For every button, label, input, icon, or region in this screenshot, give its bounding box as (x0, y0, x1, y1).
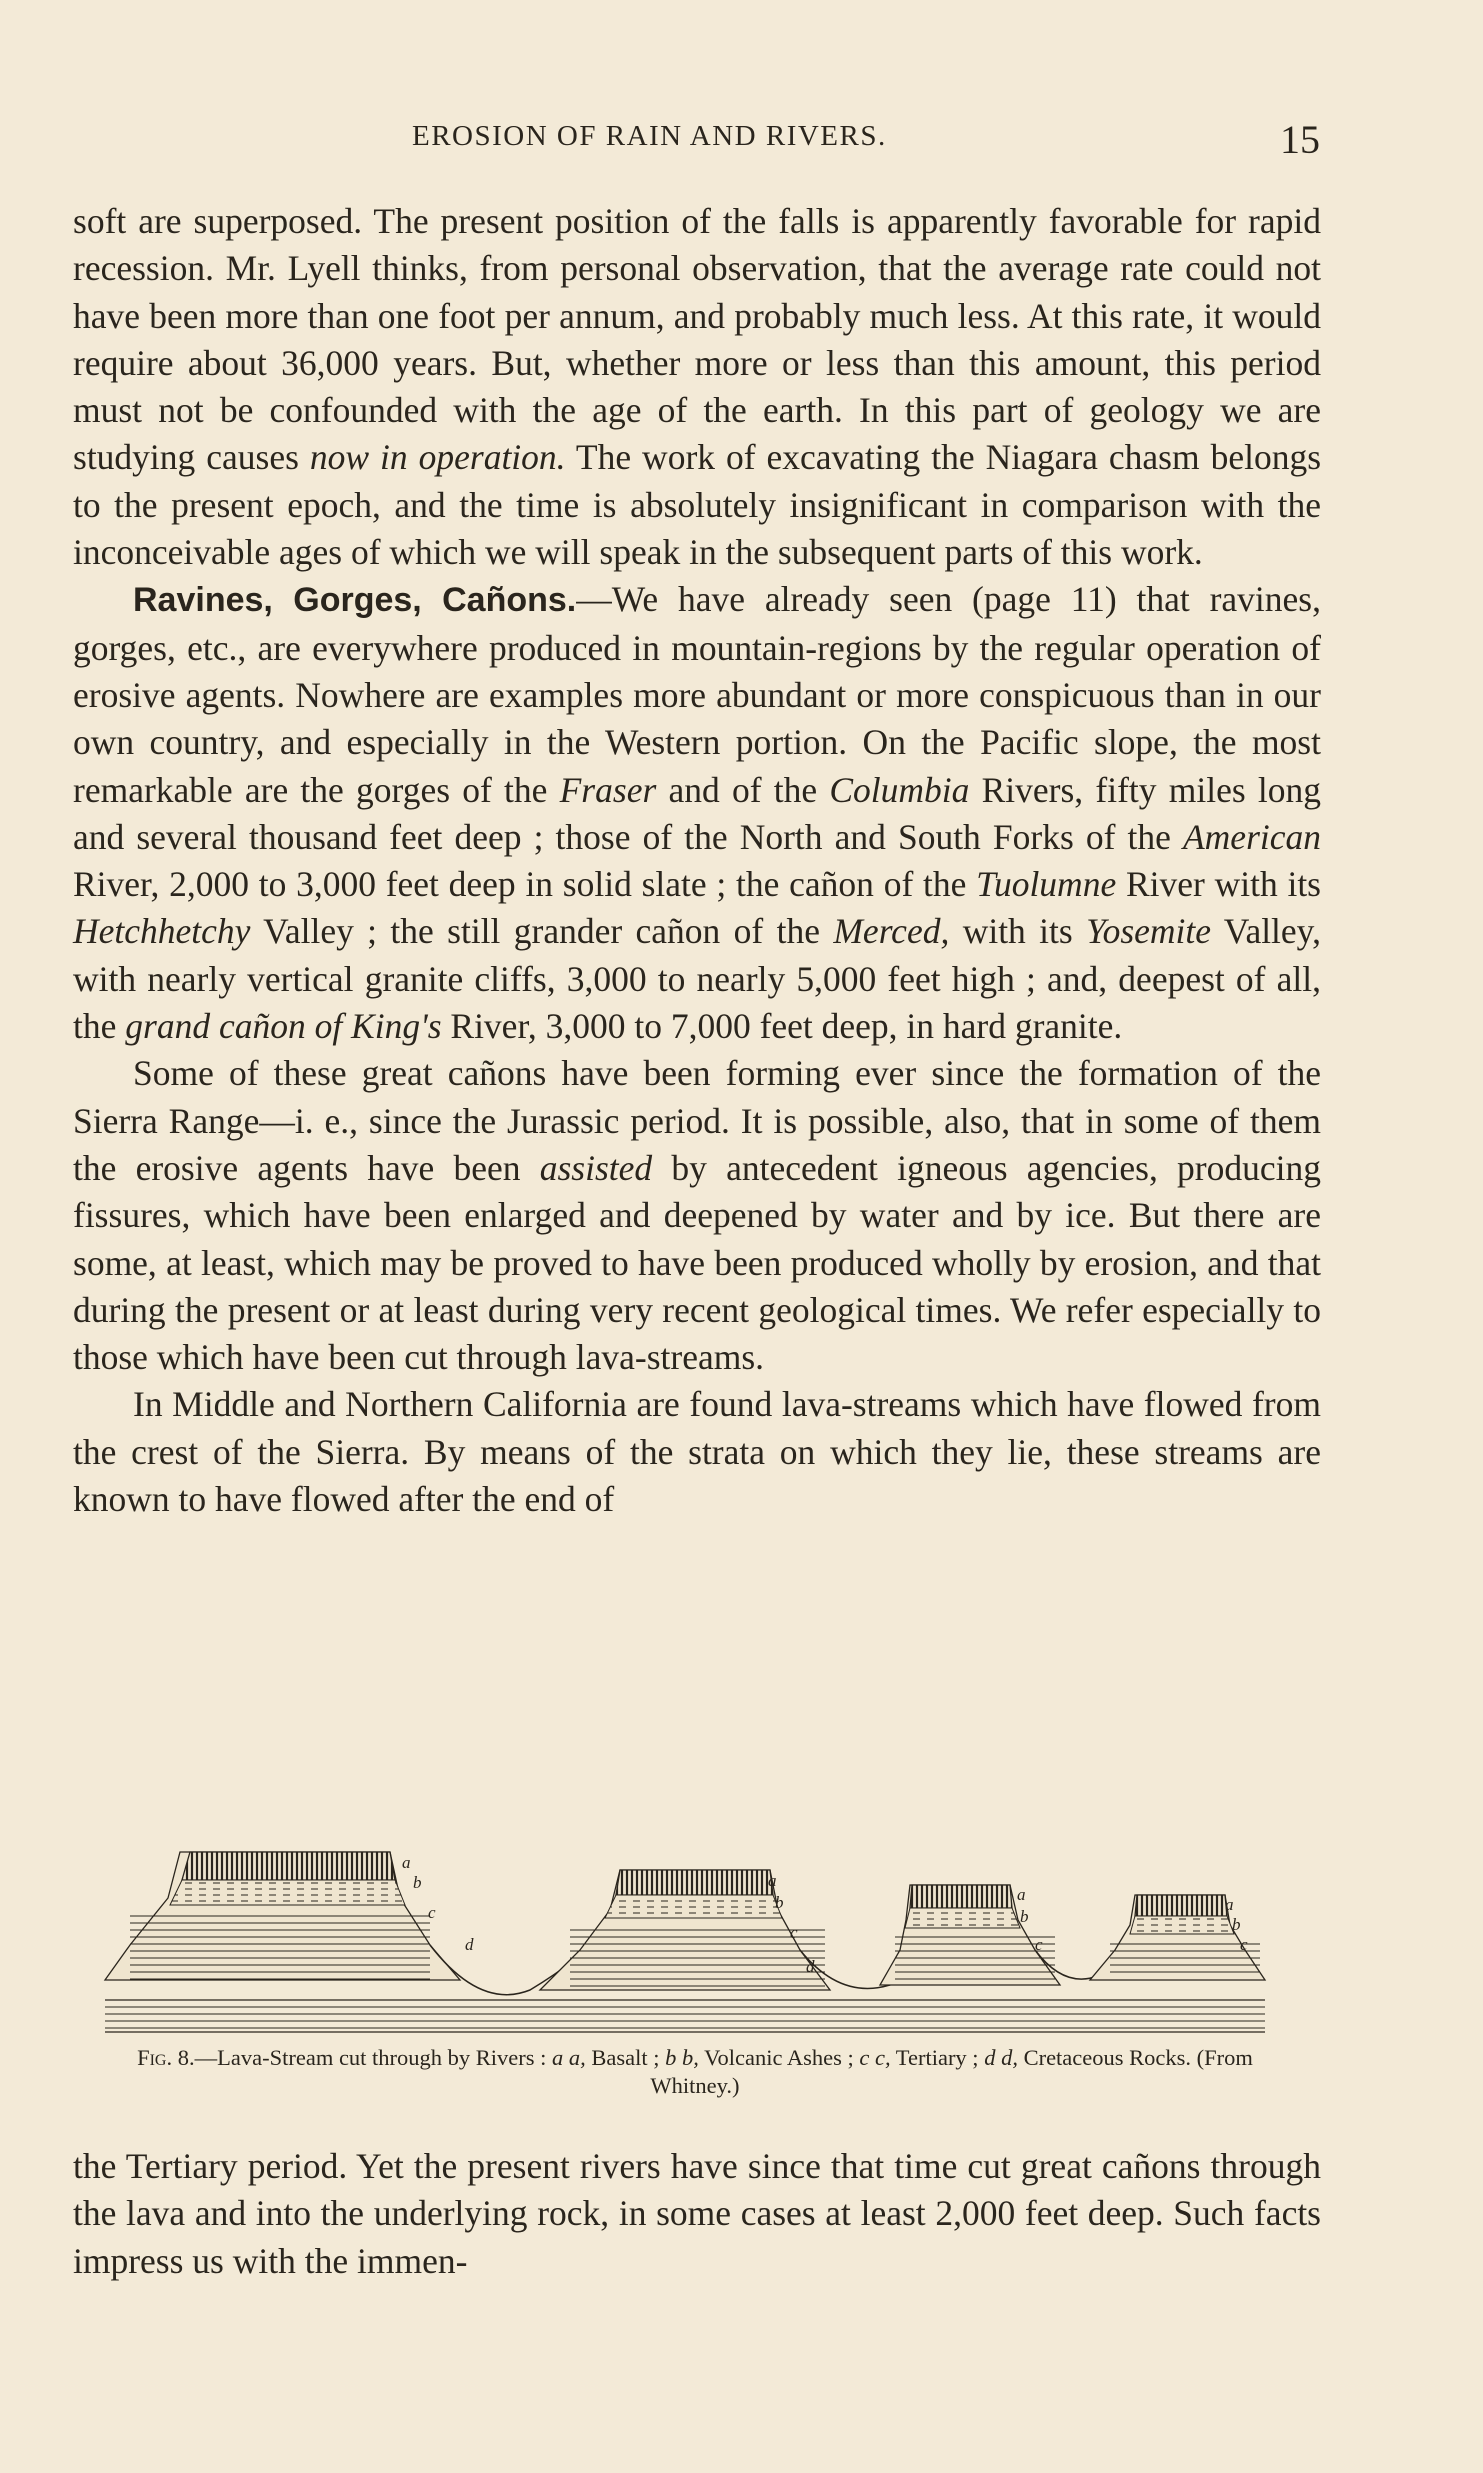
text-run: River with its (1116, 864, 1321, 905)
main-text (73, 198, 1321, 1523)
label-b: b (413, 1873, 422, 1892)
page-number: 15 (1280, 117, 1320, 162)
text-run: and of the (656, 769, 830, 810)
caption-italic: c c, (859, 2045, 891, 2070)
mesa-2 (540, 1870, 830, 1990)
italic-run: American (1182, 816, 1321, 857)
caption-italic: b b, (665, 2045, 699, 2070)
caption-run: Tertiary ; (890, 2045, 985, 2070)
italic-run: Tuolumne (976, 864, 1117, 905)
text-run: River, 2,000 to 3,000 feet deep in solid slate ; the cañon of the (73, 864, 977, 905)
paragraph-2 (73, 576, 1321, 1050)
paragraph-3 (73, 1050, 1321, 1381)
text-run: The work of excavating the Niagara chasm belongs to the present epoch, and the time is absolutely insignificant in comparison with the inconceivable ages of which we will speak in the subsequent parts of this work. (73, 437, 1322, 573)
text-run: —We have already seen (page 11) that ravines, gorges, etc., are everywhere produced in mountain-regions by the regular operation of erosive agents. Nowhere are examples more abundant or more conspicuous than in our own country, and especially in the Western portion. On the Pacific slope, the most remarkable are the gorges of the (73, 579, 1321, 810)
paragraph-5 (73, 2143, 1321, 2285)
mesa-4 (1090, 1895, 1265, 1980)
mesa-3 (880, 1885, 1060, 1985)
caption-run: Cretaceous Rocks. (From Whitney.) (650, 2045, 1253, 2098)
label-a: a (1225, 1895, 1234, 1914)
label-d: d (465, 1935, 474, 1954)
lava-stream-cross-section (100, 1850, 1270, 2060)
label-b: b (1020, 1907, 1029, 1926)
caption-run: Volcanic Ashes ; (698, 2045, 860, 2070)
label-a: a (1017, 1885, 1026, 1904)
label-a: a (768, 1871, 777, 1890)
caption-italic: d d, (984, 2045, 1018, 2070)
italic-run: Fraser (559, 769, 657, 810)
italic-run: grand cañon of King's (125, 1006, 442, 1047)
text-run: the Tertiary period. Yet the present rivers have since that time cut great cañons through the lava and into the underlying rock, in some cases at least 2,000 feet deep. Such facts impress us with the immen- (73, 2146, 1321, 2281)
italic-run: now in operation. (309, 437, 566, 478)
label-d: d (806, 1957, 815, 1976)
section-heading: Ravines, Gorges, Cañons. (133, 581, 577, 620)
running-title: EROSION OF RAIN AND RIVERS. (412, 120, 887, 152)
cretaceous-strata (105, 2000, 1265, 2032)
page-header (0, 112, 1483, 172)
figure-caption (100, 2044, 1290, 2100)
caption-run: —Lava-Stream cut through by Rivers : (194, 2045, 553, 2070)
italic-run: Hetchhetchy (73, 911, 251, 952)
text-run: In Middle and Northern California are found lava-streams which have flowed from the crest of the Sierra. By means of the strata on which they lie, these streams are known to have flowed after the end of (73, 1384, 1321, 1520)
italic-run: Yosemite (1086, 911, 1212, 952)
label-c: c (1035, 1935, 1043, 1954)
label-b: b (1232, 1915, 1241, 1934)
caption-run: Basalt ; (585, 2045, 666, 2070)
caption-italic: a a, (552, 2045, 586, 2070)
text-run: Rivers, fifty miles long and several thousand feet deep ; those of the North and South Forks of the (73, 769, 1321, 857)
italic-run: Columbia (829, 769, 970, 810)
text-run: with its (949, 911, 1087, 952)
text-run: Some of these great cañons have been forming ever since the formation of the Sierra Range—i. e., since the Jurassic period. It is possible, also, that in some of them the erosive agents have been (73, 1053, 1321, 1188)
text-run: Valley ; the still grander cañon of the (250, 911, 834, 952)
label-c: c (428, 1903, 436, 1922)
paragraph-1 (73, 198, 1321, 576)
label-c: c (1240, 1935, 1248, 1954)
italic-run: Merced, (833, 911, 950, 952)
figure-number: Fig. 8. (137, 2045, 195, 2070)
text-run: soft are superposed. The present position of the falls is apparently favorable for rapid recession. Mr. Lyell thinks, from personal observation, that the average rate could not have been more than one foot per annum, and probably much less. At this rate, it would require about 36,000 years. But, whether more or less than this amount, this period must not be confounded with the age of the earth. In this part of geology we are studying causes (73, 201, 1321, 478)
label-c: c (790, 1923, 798, 1942)
text-run: River, 3,000 to 7,000 feet deep, in hard granite. (441, 1006, 1123, 1047)
label-a: a (402, 1853, 411, 1872)
italic-run: assisted (539, 1147, 653, 1188)
figure-lava-stream (100, 1850, 1270, 2060)
continued-text (73, 2143, 1321, 2285)
paragraph-4 (73, 1381, 1321, 1523)
text-run: Valley, with nearly vertical granite cliffs, 3,000 to nearly 5,000 feet high ; and, deepest of all, the (73, 911, 1321, 1047)
label-b: b (775, 1893, 784, 1912)
text-run: by antecedent igneous agencies, producing fissures, which have been enlarged and deepened by water and by ice. But there are some, at least, which may be proved to have been produced wholly by erosion, and that during the present or at least during very recent geological times. We refer especially to those which have been cut through lava-streams. (73, 1147, 1321, 1378)
